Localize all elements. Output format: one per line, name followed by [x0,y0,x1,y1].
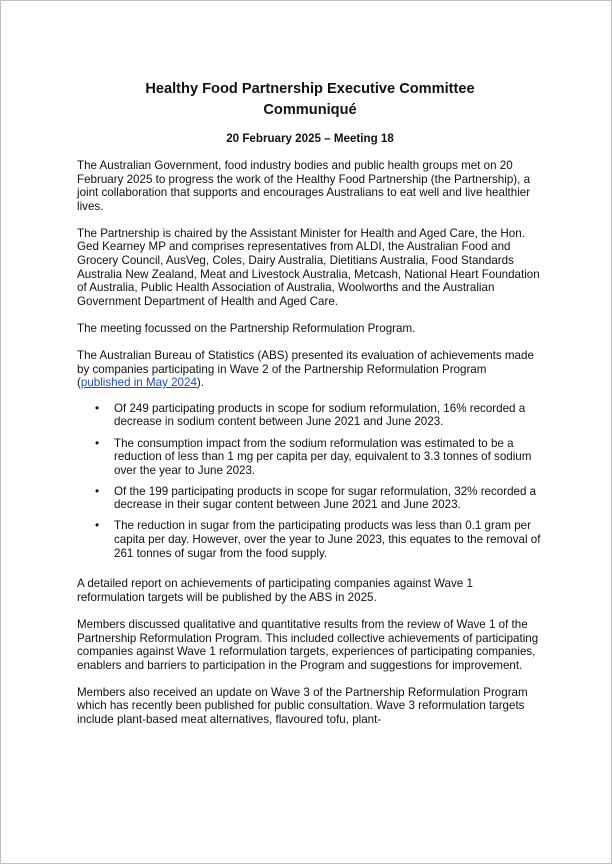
meeting-date: 20 February 2025 – Meeting 18 [226,132,394,145]
list-item-text: The consumption impact from the sodium reformulation was estimated to be a reduction of less than 1 mg per capita per day, equivalent to 3.3 tonnes of sodium over the year to June 2023. [114,436,532,477]
review-paragraph: Members discussed qualitative and quantitative results from the review of Wave 1 of the Partnership Reformulation Program. This included collective achievements of participating companies against Wave 1 reformulation targets, experiences of participating companies, enablers and barriers to participation in the Program and suggestions for improvement. [77,617,539,672]
title-line-1: Healthy Food Partnership Executive Committee [145,81,475,97]
list-item-text: Of 249 participating products in scope for sodium reformulation, 16% recorded a decrease in sodium content between June 2021 and June 2023. [114,401,526,429]
list-item-text: The reduction in sugar from the participating products was less than 0.1 gram per capita per day. However, over the year to June 2023, this equates to the removal of 261 tonnes of sugar from the food supply. [114,519,541,560]
wave3-paragraph: Members also received an update on Wave 3 of the Partnership Reformulation Program which has recently been published for public consultation. Wave 3 reformulation targets include plant-based meat alternatives, flavoured tofu, plant- [77,685,528,726]
bullet-icon: • [95,519,100,533]
abs-text-before: The Australian Bureau of Statistics (ABS) presented its evaluation of achievements made by companies participating in Wave 2 of the Partnership Reformulation Program ( [77,349,534,390]
document-body [77,79,543,727]
list-item [77,519,543,560]
list-item [77,402,543,429]
title-line-2: Communiqué [263,102,357,118]
findings-list [77,402,543,560]
report-paragraph: A detailed report on achievements of participating companies against Wave 1 reformulation targets will be published by the ABS in 2025. [77,577,473,604]
intro-paragraph: The Australian Government, food industry bodies and public health groups met on 20 February 2025 to progress the work of the Healthy Food Partnership (the Partnership), a joint collaboration that supports and encourages Australians to eat well and live healthier lives. [77,159,531,213]
published-report-link[interactable]: published in May 2024 [80,376,197,390]
bullet-icon: • [95,401,100,415]
list-item-text: Of the 199 participating products in scope for sugar reformulation, 32% recorded a decrease in their sugar content between June 2021 and June 2023. [114,484,537,512]
abs-paragraph [77,349,543,390]
membership-paragraph: The Partnership is chaired by the Assistant Minister for Health and Aged Care, the Hon. Ged Kearney MP and comprises representatives from ALDI, the Australian Food and Grocery Council, AusVeg, Coles, Dairy Australia, Dietitians Australia, Food Standards Australia New Zealand, Meat and Livestock Australia, Metcash, National Heart Foundation of Australia, Public Health Association of Australia, Woolworths and the Australian Government Department of Health and Aged Care. [77,226,540,308]
list-item [77,485,543,512]
focus-paragraph: The meeting focussed on the Partnership Reformulation Program. [77,321,416,335]
abs-text-after: ). [196,376,204,390]
bullet-icon: • [95,436,100,450]
list-item [77,437,543,478]
document-title [77,79,543,121]
bullet-icon: • [95,484,100,498]
